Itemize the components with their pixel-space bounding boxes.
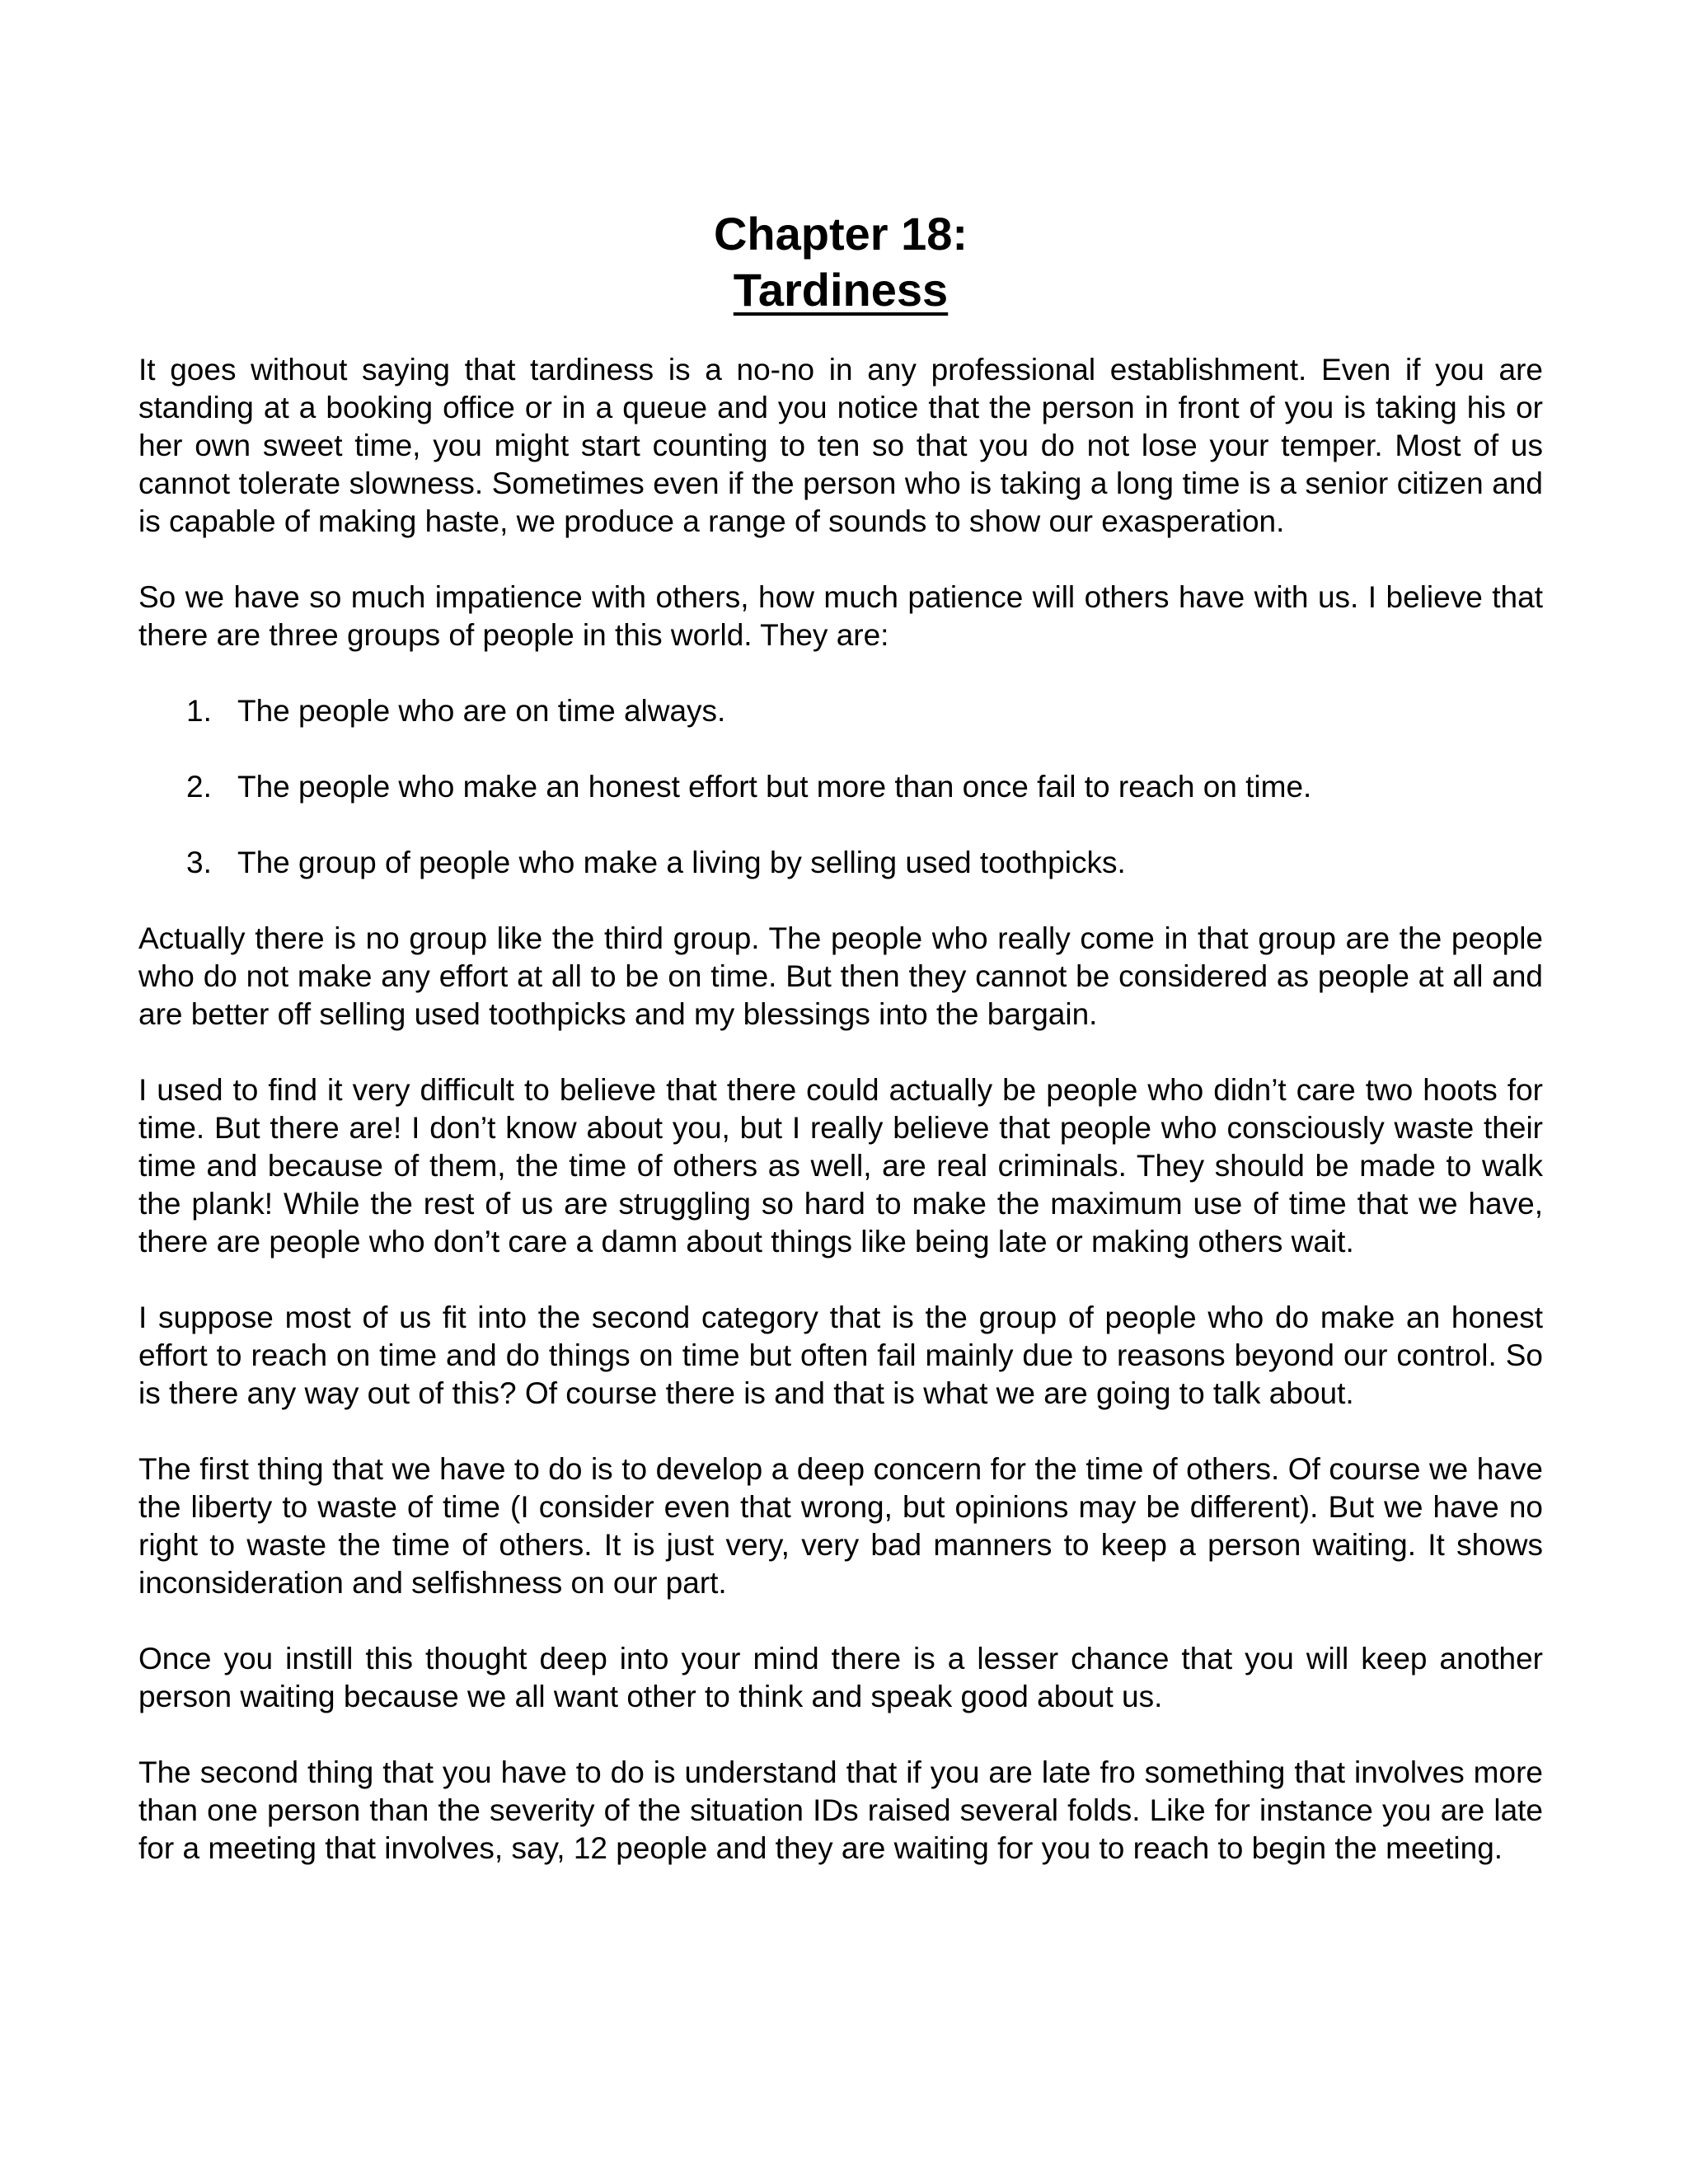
paragraph: Once you instill this thought deep into your mind there is a lesser chance that you will keep another person waiting because we all want other to think and speak good about us. bbox=[138, 1642, 1543, 1713]
chapter-heading bbox=[138, 206, 1543, 318]
chapter-label: Chapter 18: bbox=[713, 208, 968, 260]
paragraph: It goes without saying that tardiness is a no-no in any professional establishment. Even if you are standing at a booking office or in a queue and you notice that the person in front of you is taking his or her own sweet time, you might start counting to ten so that you do not lose your temper. Most of us cannot tolerate slowness. Sometimes even if the person who is taking a long time is a senior citizen and is capable of making haste, we produce a range of sounds to show our exasperation. bbox=[138, 353, 1543, 538]
groups-list bbox=[138, 692, 1543, 882]
document-page bbox=[138, 206, 1543, 1905]
list-item bbox=[138, 768, 1543, 806]
list-item-number: 3. bbox=[186, 846, 212, 879]
list-item-number: 1. bbox=[186, 694, 212, 728]
chapter-title: Tardiness bbox=[733, 264, 949, 316]
paragraph: So we have so much impatience with others, how much patience will others have with us. I believe that there are three groups of people in this world. They are: bbox=[138, 580, 1543, 652]
list-item-text: The people who are on time always. bbox=[237, 694, 726, 728]
paragraph: Actually there is no group like the third group. The people who really come in that group are the people who do not make any effort at all to be on time. But then they cannot be considered as people at all and are better off selling used toothpicks and my blessings into the bargain. bbox=[138, 921, 1543, 1031]
paragraph: The second thing that you have to do is understand that if you are late fro something that involves more than one person than the severity of the situation IDs raised several folds. Like for instance you are late for a meeting that involves, say, 12 people and they are waiting for you to reach to begin the meeting. bbox=[138, 1755, 1543, 1865]
list-item-text: The group of people who make a living by selling used toothpicks. bbox=[237, 846, 1126, 879]
list-item-text: The people who make an honest effort but more than once fail to reach on time. bbox=[237, 770, 1312, 804]
list-item-number: 2. bbox=[186, 770, 212, 804]
paragraph: I used to find it very difficult to believe that there could actually be people who didn’t care two hoots for time. But there are! I don’t know about you, but I really believe that people who consciously waste their time and because of them, the time of others as well, are real criminals. They should be made to walk the plank! While the rest of us are struggling so hard to make the maximum use of time that we have, there are people who don’t care a damn about things like being late or making others wait. bbox=[138, 1073, 1543, 1258]
paragraph: I suppose most of us fit into the second category that is the group of people who do make an honest effort to reach on time and do things on time but often fail mainly due to reasons beyond our control. So is there any way out of this? Of course there is and that is what we are going to talk about. bbox=[138, 1301, 1543, 1410]
list-item bbox=[138, 692, 1543, 730]
list-item bbox=[138, 844, 1543, 882]
paragraph: The first thing that we have to do is to develop a deep concern for the time of others. Of course we have the liberty to waste of time (I consider even that wrong, but opinions may be different). But we have no right to waste the time of others. It is just very, very bad manners to keep a person waiting. It shows inconsideration and selfishness on our part. bbox=[138, 1452, 1543, 1600]
